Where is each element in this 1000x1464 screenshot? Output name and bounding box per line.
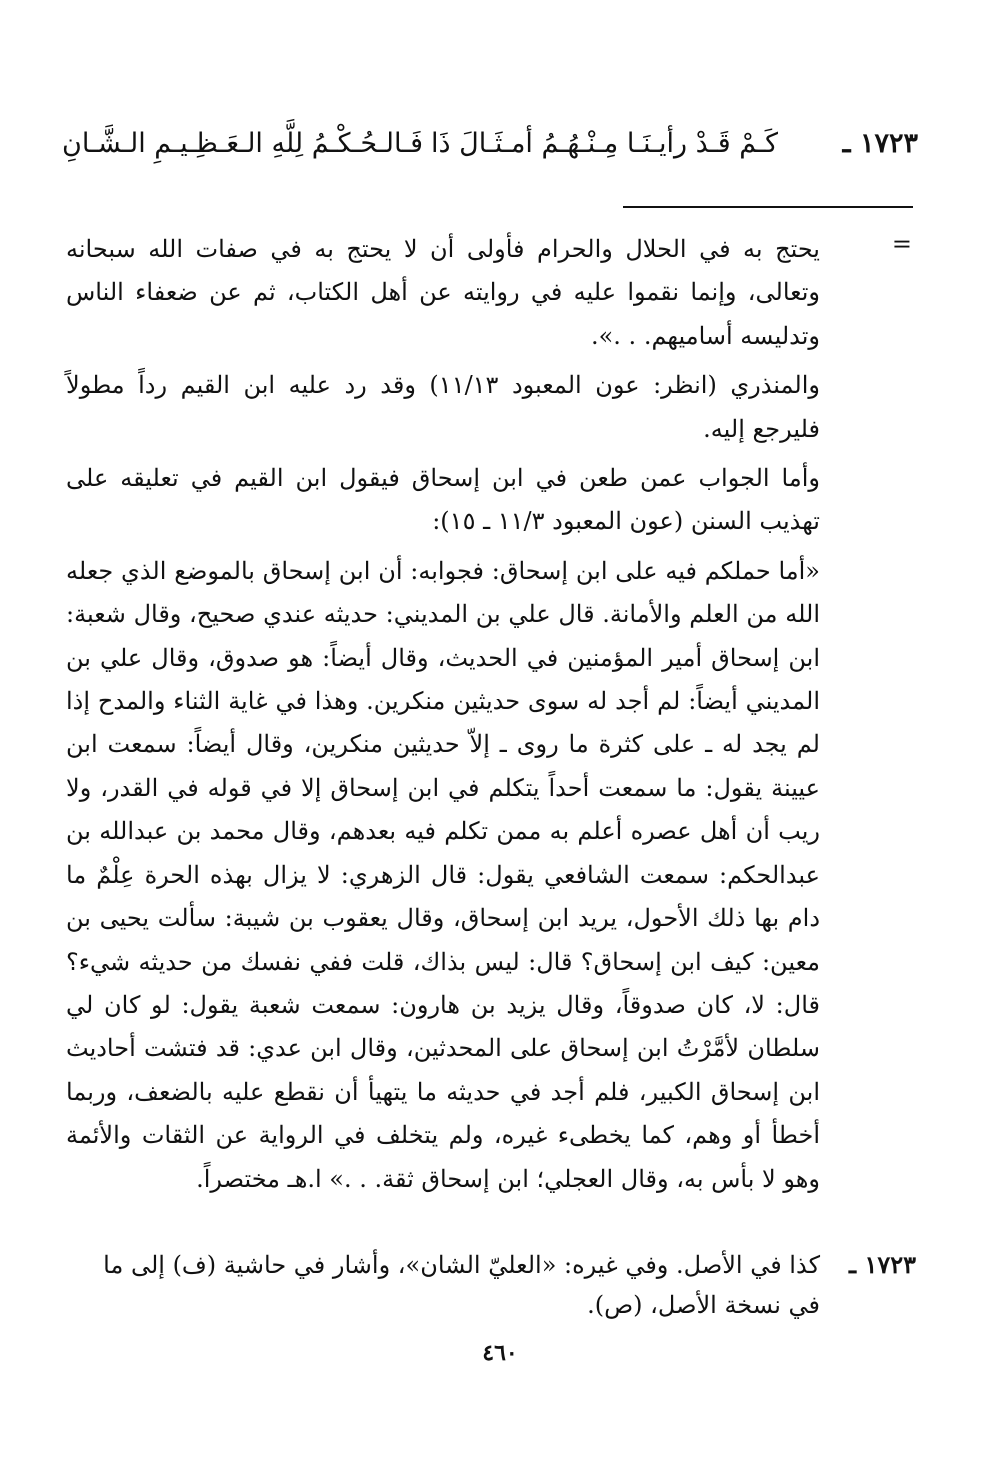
verse-second-hemistich: فَـالـحُـكْـمُ لِلَّهِ الـعَـظِـيـمِ الـشَّـانِ [62, 128, 424, 159]
verse-first-hemistich: كَـمْ قَـدْ رأيـنَـا مِـنْـهُـمُ أمـثَـالَ ذَا [431, 128, 778, 159]
footnote-paragraph: والمنذري (انظر: عون المعبود ١١/١٣) وقد رد عليه ابن القيم رداً مطولاً فليرجع إليه. [66, 371, 820, 443]
note-text: كذا في الأصل. وفي غيره: «العليّ الشان»، وأشار في حاشية (ف) إلى ما في نسخة الأصل، (ص). [103, 1251, 820, 1319]
page-number: ٤٦٠ [482, 1340, 518, 1366]
footnote-separator [623, 206, 913, 208]
footnote-body [66, 228, 820, 1207]
poem-verse [62, 128, 918, 172]
footnote-paragraph: يحتج به في الحلال والحرام فأولى أن لا يحتج به في صفات الله سبحانه وتعالى، وإنما نقموا عليه في روايته عن أهل الكتاب، ثم عن ضعفاء الناس وتدليسه أساميهم. . .». [66, 235, 820, 350]
footnote-paragraph: وأما الجواب عمن طعن في ابن إسحاق فيقول ابن القيم في تعليقه على تهذيب السنن (عون المعبود ١١/٣ ـ ١٥): [66, 464, 820, 536]
continuation-mark: = [891, 230, 912, 258]
verse-number: ١٧٢٣ ـ [842, 128, 918, 159]
verse-note [66, 1245, 916, 1325]
note-number: ١٧٢٣ ـ [849, 1250, 916, 1279]
footnote-paragraph: «أما حملكم فيه على ابن إسحاق: فجوابه: أن ابن إسحاق بالموضع الذي جعله الله من العلم والأمانة. قال علي بن المديني: حديثه عندي صحيح، وقال شعبة: ابن إسحاق أمير المؤمنين في الحديث، وقال أيضاً: هو صدوق، وقال علي بن المديني أيضاً: لم أجد له سوى حديثين منكرين. وهذا في غاية الثناء والمدح إذا لم يجد له ـ على كثرة ما روى ـ إلاّ حديثين منكرين، وقال أيضاً: سمعت ابن عيينة يقول: ما سمعت أحداً يتكلم في ابن إسحاق إلا في قوله في القدر، ولا ريب أن أهل عصره أعلم به ممن تكلم فيه بعدهم، وقال محمد بن عبدالله بن عبدالحكم: سمعت الشافعي يقول: قال الزهري: لا يزال بهذه الحرة عِلْمٌ ما دام بها ذلك الأحول، يريد ابن إسحاق، وقال يعقوب بن شيبة: سألت يحيى بن معين: كيف ابن إسحاق؟ قال: ليس بذاك، قلت ففي نفسك من حديثه شيء؟ قال: لا، كان صدوقاً، وقال يزيد بن هارون: سمعت شعبة يقول: لو كان لي سلطان لأمَّرْتُ ابن إسحاق على المحدثين، وقال ابن عدي: قد فتشت أحاديث ابن إسحاق الكبير، فلم أجد في حديثه ما يتهيأ أن نقطع عليه بالضعف، وربما أخطأ أو وهم، كما يخطىء غيره، ولم يتخلف في الرواية عن الثقات والأئمة وهو لا بأس به، وقال العجلي؛ ابن إسحاق ثقة. . .» ا.هـ مختصراً. [66, 556, 821, 1193]
